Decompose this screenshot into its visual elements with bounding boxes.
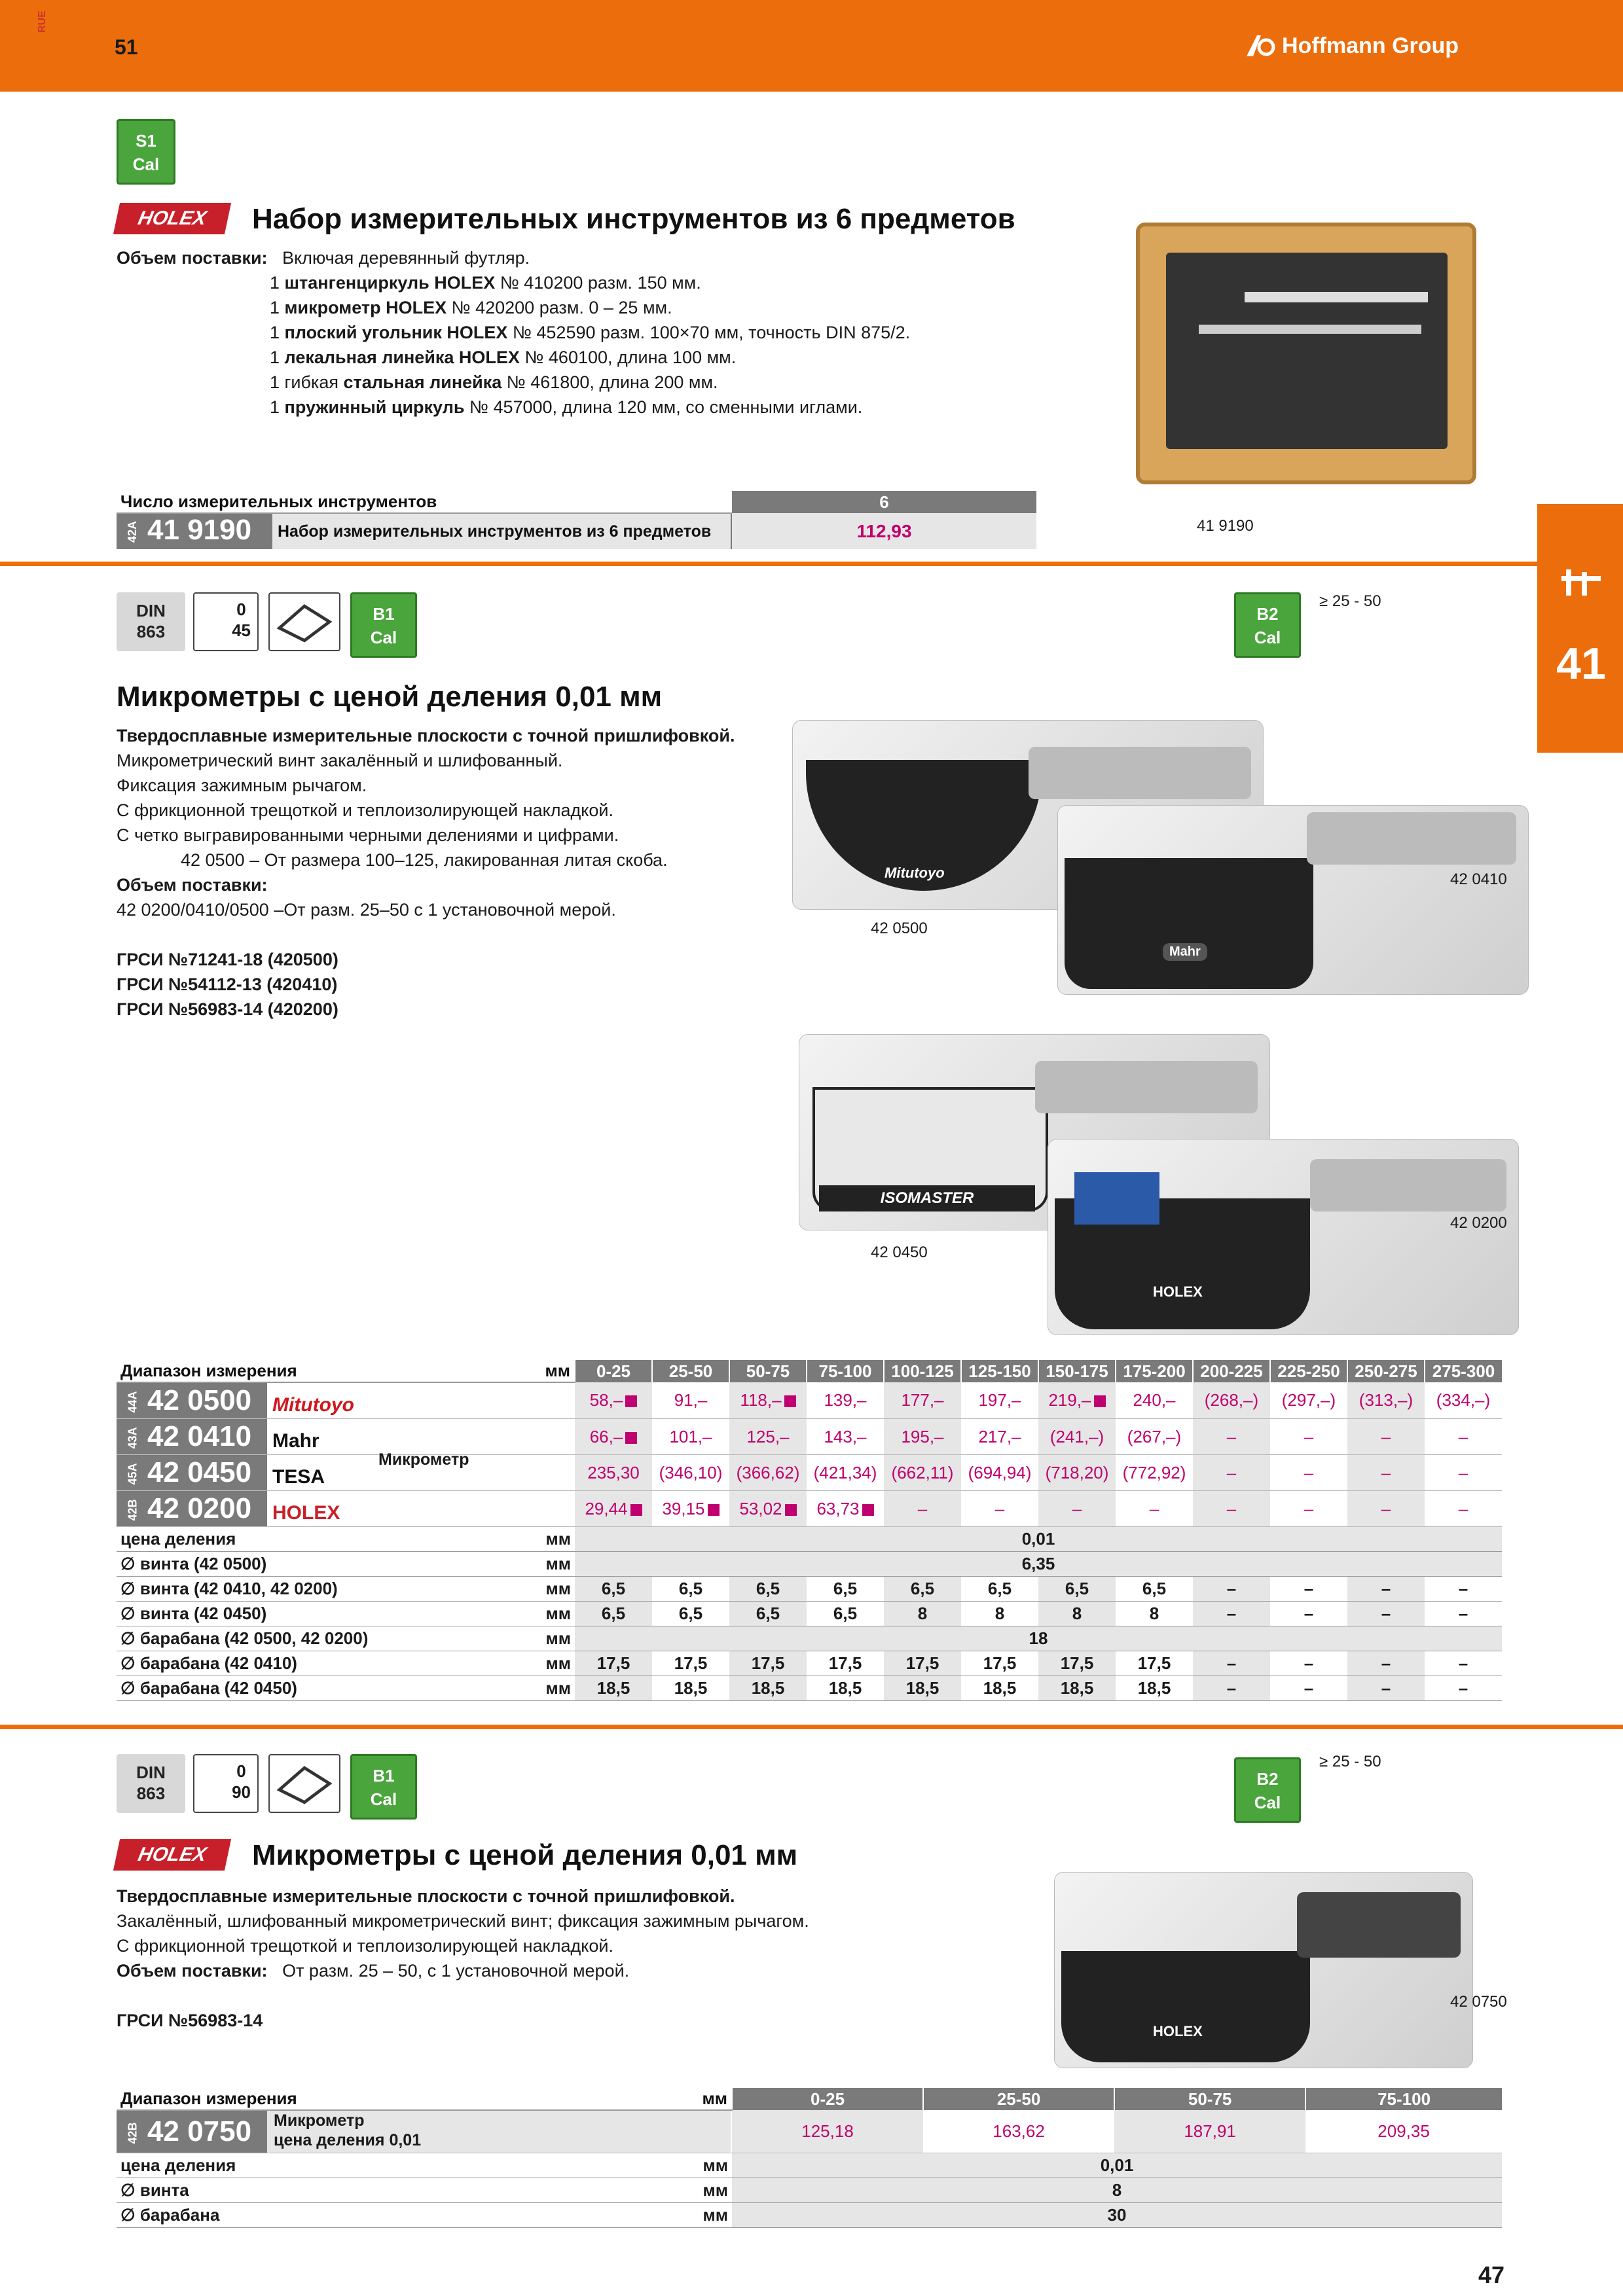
supply-item: 1 штангенциркуль HOLEX № 410200 разм. 150 мм. — [270, 273, 701, 293]
feature-line: С фрикционной трещоткой и теплоизолирующей накладкой. — [117, 1936, 613, 1956]
caption-420410: 42 0410 — [1450, 870, 1507, 888]
price-cell[interactable]: 125,– — [729, 1419, 807, 1455]
spec-value: 8 — [732, 2178, 1502, 2203]
hoffmann-logo-icon — [1244, 33, 1275, 59]
spec-row: ∅ винта (42 0410, 42 0200) мм 6,5 6,5 6,5 6,5 6,5 6,5 6,5 6,5 – – – – — [117, 1577, 1502, 1602]
language-code: RUE — [37, 10, 48, 33]
spec-value: 6,5 — [807, 1602, 884, 1626]
range-header: 250-275 — [1347, 1360, 1425, 1382]
stock-indicator-icon — [784, 1395, 796, 1407]
supply-item: 1 пружинный циркуль № 457000, длина 120 мм, со сменными иглами. — [270, 397, 863, 417]
price-cell[interactable]: – — [1193, 1455, 1270, 1491]
article-number: 42 0200 — [147, 1492, 252, 1524]
stock-indicator-icon — [630, 1504, 642, 1516]
spec-value: 18 — [575, 1626, 1502, 1651]
price-cell[interactable]: (313,–) — [1347, 1382, 1425, 1419]
section-divider-2 — [0, 1725, 1623, 1729]
price-cell[interactable]: – — [1425, 1491, 1502, 1527]
price-cell[interactable]: (366,62) — [729, 1455, 807, 1491]
b1-cal-badge-2: B1 Cal — [350, 1754, 417, 1820]
section1-supply: Объем поставки: Включая деревянный футляр. 1 штангенциркуль HOLEX № 410200 разм. 150 мм. 1 микрометр HOLEX № 420200 разм. 0 – 25 мм. 1 плоский угольник HOLEX № 452590 разм. 100×70 мм, точность DIN 875/2. 1 лекальная линейка HOLEX № 460100, длина 100 мм. 1 гибкая стальная линейка № 461800, длина 200 мм. 1 пружинный циркуль № 457000, длина 120 мм, со сменными иглами. — [117, 245, 1099, 420]
price-cell[interactable]: 112,93 — [732, 513, 1036, 549]
b2-cal-badge: B2 Cal — [1234, 592, 1301, 658]
price-cell[interactable]: 63,73 — [807, 1491, 884, 1527]
spec-value: 17,5 — [961, 1651, 1038, 1676]
price-cell[interactable]: 177,– — [884, 1382, 961, 1419]
micrometer-image-420750: HOLEX — [1054, 1872, 1473, 2068]
spec-value: 6,5 — [807, 1577, 884, 1602]
feature-line: Микрометрический винт закалённый и шлифованный. — [117, 751, 563, 770]
spec-value: 0,01 — [575, 1527, 1502, 1552]
price-cell[interactable]: – — [1270, 1455, 1347, 1491]
chapter-number: 41 — [1556, 639, 1606, 689]
price-cell[interactable]: 118,– — [729, 1382, 807, 1419]
micrometer-price-table — [117, 1360, 1502, 1701]
article-number: 42 0410 — [147, 1420, 252, 1452]
price-cell[interactable]: 53,02 — [729, 1491, 807, 1527]
s1-cal-badge: S1 Cal — [117, 119, 175, 185]
caliper-icon — [1558, 563, 1604, 609]
spec-value: 8 — [961, 1602, 1038, 1626]
spec-value: 6,5 — [652, 1602, 729, 1626]
spec-value: – — [1425, 1602, 1502, 1626]
price-cell[interactable]: – — [1193, 1491, 1270, 1527]
stock-indicator-icon — [1094, 1395, 1106, 1407]
price-cell[interactable]: 39,15 — [652, 1491, 729, 1527]
feature-line: С четко выгравированными черными делениями и цифрами. — [117, 825, 619, 845]
price-cell[interactable]: – — [1270, 1491, 1347, 1527]
range-header: 125-150 — [961, 1360, 1038, 1382]
angle-values: 0 45 — [232, 600, 251, 640]
price-cell[interactable]: – — [1116, 1491, 1193, 1527]
measuring-angle-icon — [193, 592, 259, 651]
stock-indicator-icon — [708, 1504, 720, 1516]
spec-value: 6,35 — [575, 1552, 1502, 1577]
price-cell[interactable]: (718,20) — [1038, 1455, 1116, 1491]
table-row[interactable]: 44A 42 0500 Mitutoyo 58,– 91,– 118,– 139,– 177,– 197,– 219,– 240,– (268,–) (297,–) (313,–) (334,–) — [117, 1382, 1502, 1419]
range-label: Диапазон измерения мм — [117, 1360, 575, 1382]
spec-row: ∅ винта (42 0500) мм 6,35 — [117, 1552, 1502, 1577]
price-cell[interactable]: (241,–) — [1038, 1419, 1116, 1455]
ratchet-case-icon-2 — [268, 1754, 340, 1813]
price-cell[interactable]: (694,94) — [961, 1455, 1038, 1491]
grsi-line: ГРСИ №56983-14 (420200) — [117, 999, 338, 1019]
micrometer-420750-table — [117, 2088, 1502, 2228]
spec-row: ∅ барабана (42 0500, 42 0200) мм 18 — [117, 1626, 1502, 1651]
spec-value: – — [1425, 1676, 1502, 1701]
b2-note-2: ≥ 25 - 50 — [1319, 1753, 1381, 1770]
spec-value: 8 — [1116, 1602, 1193, 1626]
range-header: 225-250 — [1270, 1360, 1347, 1382]
micrometer-image-mahr: Mahr — [1057, 805, 1529, 995]
table-row[interactable]: 42B 42 0200 HOLEX 29,44 39,15 53,02 63,73 – – – – – – – – — [117, 1491, 1502, 1527]
grsi-line: ГРСИ №54112-13 (420410) — [117, 975, 338, 994]
price-cell[interactable]: – — [884, 1491, 961, 1527]
spec-value: 18,5 — [729, 1676, 807, 1701]
price-cell[interactable]: (662,11) — [884, 1455, 961, 1491]
caption-420750: 42 0750 — [1450, 1993, 1507, 2011]
spec-value: 17,5 — [1038, 1651, 1116, 1676]
spec-value: 18,5 — [575, 1676, 652, 1701]
price-cell[interactable]: 58,– — [575, 1382, 652, 1419]
supply-item: 1 гибкая стальная линейка № 461800, длина 200 мм. — [270, 372, 718, 392]
supply-item: 1 микрометр HOLEX № 420200 разм. 0 – 25 мм. — [270, 298, 672, 317]
page-number-bottom: 47 — [1478, 2261, 1505, 2288]
product-description: Набор измерительных инструментов из 6 предметов — [272, 514, 731, 549]
article-number: 42 0450 — [147, 1456, 252, 1488]
price-cell[interactable]: 197,– — [961, 1382, 1038, 1419]
product-type: Микрометр — [378, 1450, 469, 1469]
price-cell[interactable]: (267,–) — [1116, 1419, 1193, 1455]
price-cell[interactable]: – — [1347, 1491, 1425, 1527]
holex-brand-badge-2: HOLEX — [113, 1839, 231, 1871]
spec-value: 18,5 — [807, 1676, 884, 1701]
feature-line: С фрикционной трещоткой и теплоизолирующей накладкой. — [117, 800, 613, 820]
brand-logo-holex: HOLEX — [272, 1502, 340, 1524]
section1-title: Набор измерительных инструментов из 6 предметов — [252, 203, 1015, 235]
toolset-table — [117, 491, 1036, 549]
table-row[interactable]: 43A 42 0410 MahrМикрометр 66,– 101,– 125,– 143,– 195,– 217,– (241,–) (267,–) – – – – — [117, 1419, 1502, 1455]
stock-indicator-icon — [625, 1395, 637, 1407]
price-cell[interactable]: – — [1347, 1419, 1425, 1455]
price-cell[interactable]: (334,–) — [1425, 1382, 1502, 1419]
spec-value: 6,5 — [1116, 1577, 1193, 1602]
spec-value: 6,5 — [729, 1577, 807, 1602]
section3-description: Твердосплавные измерительные плоскости с точной пришлифовкой. Закалённый, шлифованный микрометрический винт; фиксация зажимным рычагом. С фрикционной трещоткой и теплоизолирующей накладкой. Объем поставки: От разм. 25 – 50, с 1 установочной мерой. ГРСИ №56983-14 — [117, 1884, 1033, 2033]
page-number-top: 51 — [115, 35, 138, 59]
micrometer-image-tesa: ISOMASTER — [799, 1034, 1270, 1230]
spec-row: цена деления мм 0,01 — [117, 2153, 1502, 2178]
range-header: 50-75 — [1114, 2088, 1305, 2110]
tool-set-case-image — [1136, 223, 1476, 484]
supply-item: 1 плоский угольник HOLEX № 452590 разм. 100×70 мм, точность DIN 875/2. — [270, 323, 911, 342]
feature-line: Фиксация зажимным рычагом. — [117, 776, 367, 795]
spec-value: – — [1270, 1676, 1347, 1701]
brand-name: Hoffmann Group — [1282, 33, 1459, 58]
spec-value: – — [1270, 1602, 1347, 1626]
stock-indicator-icon — [785, 1504, 797, 1516]
price-cell[interactable]: 125,18 — [732, 2110, 923, 2153]
spec-value: 8 — [884, 1602, 961, 1626]
section2-description: Твердосплавные измерительные плоскости с точной пришлифовкой. Микрометрический винт закалённый и шлифованный. Фиксация зажимным рычагом. С фрикционной трещоткой и теплоизолирующей накладкой. С четко выгравированными черными делениями и цифрами. 42 0500 – От размера 100–125, лакированная литая скоба. Объем поставки: 42 0200/0410/0500 –От разм. 25–50 с 1 установочной мерой. ГРСИ №71241-18 (420500) ГРСИ №54112-13 (420410) ГРСИ №56983-14 (420200) — [117, 723, 771, 1022]
range-header: 0-25 — [732, 2088, 923, 2110]
spec-value: – — [1270, 1651, 1347, 1676]
range-header: 175-200 — [1116, 1360, 1193, 1382]
range-label: Диапазон измерения мм — [117, 2088, 732, 2110]
price-cell[interactable]: 235,30 — [575, 1455, 652, 1491]
micrometer-image-mitutoyo: Mitutoyo — [792, 720, 1264, 910]
price-cell[interactable]: (346,10) — [652, 1455, 729, 1491]
caption-420500: 42 0500 — [871, 920, 928, 937]
spec-value: – — [1193, 1577, 1270, 1602]
price-cell[interactable]: – — [1347, 1455, 1425, 1491]
measuring-angle-icon-2: 0 90 — [193, 1754, 259, 1813]
supply-item: 1 лекальная линейка HOLEX № 460100, длина 100 мм. — [270, 348, 737, 367]
range-header: 0-25 — [575, 1360, 652, 1382]
price-cell[interactable]: – — [1425, 1455, 1502, 1491]
spec-row: ∅ винта мм 8 — [117, 2178, 1502, 2203]
range-header: 75-100 — [807, 1360, 884, 1382]
spec-value: 18,5 — [652, 1676, 729, 1701]
price-cell[interactable]: – — [1425, 1419, 1502, 1455]
spec-value: 17,5 — [729, 1651, 807, 1676]
brand-logo-mahr: Mahr — [272, 1430, 319, 1452]
range-header: 275-300 — [1425, 1360, 1502, 1382]
b2-note: ≥ 25 - 50 — [1319, 592, 1381, 610]
spec-row: ∅ барабана мм 30 — [117, 2203, 1502, 2228]
stock-indicator-icon — [862, 1504, 874, 1516]
price-cell[interactable]: (421,34) — [807, 1455, 884, 1491]
table-row[interactable]: 45A 42 0450 TESA 235,30 (346,10) (366,62) (421,34) (662,11) (694,94) (718,20) (772,92) – – – – — [117, 1455, 1502, 1491]
price-cell[interactable]: 195,– — [884, 1419, 961, 1455]
spec-value: 17,5 — [1116, 1651, 1193, 1676]
spec-row: ∅ барабана (42 0450) мм 18,5 18,5 18,5 18,5 18,5 18,5 18,5 18,5 – – – – — [117, 1676, 1502, 1701]
din-badge: DIN 863 — [117, 592, 185, 651]
brand-logo-tesa: TESA — [272, 1466, 325, 1488]
range-header: 50-75 — [729, 1360, 807, 1382]
range-header: 25-50 — [652, 1360, 729, 1382]
holex-brand-badge: HOLEX — [113, 203, 231, 234]
price-cell[interactable]: (268,–) — [1193, 1382, 1270, 1419]
section-divider — [0, 562, 1623, 566]
price-cell[interactable]: 29,44 — [575, 1491, 652, 1527]
price-cell[interactable]: 240,– — [1116, 1382, 1193, 1419]
spec-value: 6,5 — [961, 1577, 1038, 1602]
table-row[interactable]: 42A 41 9190 Набор измерительных инструментов из 6 предметов — [117, 513, 732, 549]
price-cell[interactable]: 66,– — [575, 1419, 652, 1455]
spec-value: 0,01 — [732, 2153, 1502, 2178]
ratchet-case-icon — [268, 592, 340, 651]
spec-row: ∅ винта (42 0450) мм 6,5 6,5 6,5 6,5 8 8 8 8 – – – – — [117, 1602, 1502, 1626]
spec-value: – — [1347, 1577, 1425, 1602]
spec-value: 18,5 — [884, 1676, 961, 1701]
spec-value: – — [1270, 1577, 1347, 1602]
b1-cal-badge: B1 Cal — [350, 592, 417, 658]
range-header: 25-50 — [923, 2088, 1114, 2110]
din-badge-2: DIN 863 — [117, 1754, 185, 1813]
price-cell[interactable]: 217,– — [961, 1419, 1038, 1455]
micrometer-image-holex: HOLEX — [1048, 1139, 1519, 1335]
price-cell[interactable]: – — [1038, 1491, 1116, 1527]
spec-value: – — [1193, 1602, 1270, 1626]
spec-value: – — [1347, 1676, 1425, 1701]
price-cell[interactable]: 187,91 — [1114, 2110, 1305, 2153]
spec-row: ∅ барабана (42 0410) мм 17,5 17,5 17,5 17,5 17,5 17,5 17,5 17,5 – – – – — [117, 1651, 1502, 1676]
product-description: Микрометр цена деления 0,01 — [267, 2111, 731, 2153]
spec-value: – — [1193, 1676, 1270, 1701]
feature-line: Закалённый, шлифованный микрометрический винт; фиксация зажимным рычагом. — [117, 1911, 809, 1931]
stock-indicator-icon — [625, 1432, 637, 1444]
spec-value: 6,5 — [575, 1577, 652, 1602]
price-cell[interactable]: 91,– — [652, 1382, 729, 1419]
spec-value: 6,5 — [652, 1577, 729, 1602]
spec-value: 17,5 — [652, 1651, 729, 1676]
spec-value: 6,5 — [1038, 1577, 1116, 1602]
article-number: 42 0750 — [147, 2115, 252, 2147]
spec-value: 18,5 — [1038, 1676, 1116, 1701]
spec-value: 6,5 — [884, 1577, 961, 1602]
b2-cal-badge-2: B2 Cal — [1234, 1757, 1301, 1823]
spec-value: – — [1425, 1577, 1502, 1602]
spec-value: 17,5 — [575, 1651, 652, 1676]
tool-set-caption: 41 9190 — [1197, 517, 1254, 535]
range-header: 100-125 — [884, 1360, 961, 1382]
column-header-count: 6 — [732, 491, 1036, 513]
grsi-line: ГРСИ №71241-18 (420500) — [117, 950, 338, 969]
spec-value: – — [1347, 1651, 1425, 1676]
table-row[interactable]: 42B 42 0750 Микрометр цена деления 0,01 125,18 163,62 187,91 209,35 — [117, 2110, 1502, 2153]
spec-value: – — [1347, 1602, 1425, 1626]
chapter-tab[interactable] — [1537, 504, 1623, 753]
article-number: 41 9190 — [147, 514, 252, 546]
price-cell[interactable]: 219,– — [1038, 1382, 1116, 1419]
spec-value: 18,5 — [1116, 1676, 1193, 1701]
column-header: Число измерительных инструментов — [117, 491, 732, 513]
price-cell[interactable]: 139,– — [807, 1382, 884, 1419]
spec-value: 6,5 — [575, 1602, 652, 1626]
section3-title: Микрометры с ценой деления 0,01 мм — [252, 1839, 798, 1871]
section2-title: Микрометры с ценой деления 0,01 мм — [117, 681, 663, 713]
price-cell[interactable]: 209,35 — [1305, 2110, 1502, 2153]
caption-420200: 42 0200 — [1450, 1214, 1507, 1232]
price-cell[interactable]: 143,– — [807, 1419, 884, 1455]
price-cell[interactable]: 163,62 — [923, 2110, 1114, 2153]
brand-logo-mitutoyo: Mitutoyo — [272, 1394, 354, 1416]
spec-row: цена деления мм 0,01 — [117, 1527, 1502, 1552]
spec-value: 6,5 — [729, 1602, 807, 1626]
spec-value: – — [1193, 1651, 1270, 1676]
price-cell[interactable]: (297,–) — [1270, 1382, 1347, 1419]
spec-value: 18,5 — [961, 1676, 1038, 1701]
price-cell[interactable]: 101,– — [652, 1419, 729, 1455]
price-cell[interactable]: – — [1270, 1419, 1347, 1455]
spec-value: 8 — [1038, 1602, 1116, 1626]
spec-value: 17,5 — [884, 1651, 961, 1676]
spec-value: – — [1425, 1651, 1502, 1676]
brand-logo[interactable] — [1244, 33, 1459, 59]
range-header: 150-175 — [1038, 1360, 1116, 1382]
price-cell[interactable]: – — [961, 1491, 1038, 1527]
range-header: 75-100 — [1305, 2088, 1502, 2110]
price-cell[interactable]: (772,92) — [1116, 1455, 1193, 1491]
caption-420450: 42 0450 — [871, 1244, 928, 1261]
range-header: 200-225 — [1193, 1360, 1270, 1382]
spec-value: 30 — [732, 2203, 1502, 2228]
spec-value: 17,5 — [807, 1651, 884, 1676]
price-cell[interactable]: – — [1193, 1419, 1270, 1455]
article-number: 42 0500 — [147, 1384, 252, 1416]
